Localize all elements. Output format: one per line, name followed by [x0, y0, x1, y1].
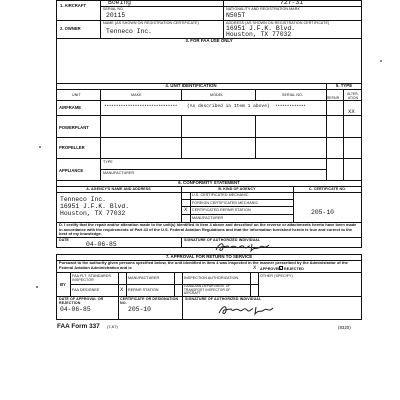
inspection-authorization: INSPECTION AUTHORIZATION: [184, 276, 239, 280]
faa-designee: FAA DESIGNEE: [72, 288, 100, 292]
owner-divider-2: [223, 20, 224, 39]
row-line-airframe: [56, 115, 362, 116]
unit-col-divider-5: [343, 89, 344, 181]
kind-repair-station: CERTIFICATED REPAIR STATION: [192, 208, 251, 212]
approval-statement: Pursuant to the authority given persons specified below, the unit identified in item 4 was inspected in the manner prescribed by the Administrator of the Federal Aviation Administration and is: [59, 260, 348, 270]
unit-header-top-line: [56, 89, 362, 90]
airframe-description-text: (As described in Item 1 above): [187, 104, 270, 109]
conformity-certificate-no: 205-10: [311, 209, 335, 216]
owner-address-label: ADDRESS (AS SHOWN ON REGISTRATION CERTIFICATE): [226, 21, 330, 25]
conformity-divider-2: [293, 186, 294, 222]
row-line-powerplant: [56, 137, 362, 138]
aircraft-label: 1. AIRCRAFT: [60, 3, 86, 8]
conformity-date-divider: [181, 237, 182, 248]
approval-date-label: DATE OF APPROVAL OR REJECTION: [59, 297, 104, 305]
make-value: Boeing: [108, 0, 132, 6]
scan-speck: [380, 60, 382, 62]
type-title: 5. TYPE: [335, 83, 353, 88]
form-number: FAA Form 337: [57, 323, 100, 330]
approved-label: APPROVED: [260, 267, 281, 271]
approval-manufacturer: MANUFACTURER: [128, 276, 160, 280]
aircraft-section: [56, 0, 362, 21]
conformity-statement: D. I certify that the repair and/or alteration made to the unit(s) identified in item 4 above and described on the reverse or attachments hereto have been made in accordance with the requirements of Part 43 of the U.S. Federal Aviation Regulations and that the information furnished herein is true and correct to the best of my knowledge.: [59, 222, 357, 237]
conformity-date-value: 04-06-85: [86, 241, 117, 248]
aircraft-divider-2: [223, 0, 224, 21]
propeller-label: PROPELLER: [59, 145, 85, 150]
nationality-value: N505T: [226, 12, 246, 19]
kind-line-3: [181, 214, 293, 215]
unit-identification-section: [56, 83, 362, 181]
col-unit-header: UNIT: [72, 93, 81, 97]
approval-by-line: [56, 272, 362, 273]
faa-use-only-title: 3. FOR FAA USE ONLY: [185, 38, 233, 43]
conformity-signature: [214, 240, 274, 254]
certificate-no-header: C. CERTIFICATE NO.: [308, 187, 347, 191]
kind-manufacturer: MANUFACTURER: [192, 216, 224, 220]
aircraft-divider-1: [100, 0, 101, 21]
owner-label: 2. OWNER: [60, 26, 81, 31]
col-model-header: MODEL: [210, 93, 224, 97]
scan-speck: [39, 146, 41, 148]
canadian-dept-inspector: CANADIAN DEPARTMENT OF TRANSPORT INSPECTOR OF AIRCRAFT: [184, 284, 231, 296]
col-alteration-header: ALTER-ATION: [347, 92, 359, 100]
faa-use-only-section: [56, 38, 362, 84]
approval-by-label: BY: [60, 282, 66, 287]
faa-flt-standards: FAA FLT. STANDARDS INSPECTOR: [72, 274, 112, 282]
nationality-label: NATIONALITY AND REGISTRATION MARK: [226, 7, 300, 11]
approval-date-value: 04-06-85: [60, 306, 91, 313]
owner-address-line1: 16951 J.F.K. Blvd.: [226, 25, 296, 32]
approval-title: 7. APPROVAL FOR RETURN TO SERVICE: [165, 254, 253, 259]
agency-line3: Houston, TX 77032: [60, 210, 126, 217]
owner-address-line2: Houston, TX 77032: [226, 31, 292, 38]
form-revision: (7-67): [107, 324, 118, 329]
serial-no-label: SERIAL NO.: [103, 7, 125, 11]
appliance-mid-line: [100, 169, 326, 170]
approval-cert-label: CERTIFICATE OR DESIGNATION NO.: [120, 297, 179, 305]
approval-signature-label: SIGNATURE OF AUTHORIZED INDIVIDUAL: [185, 297, 262, 301]
approval-date-divider-1: [118, 296, 119, 320]
agency-name-header: A. AGENCY'S NAME AND ADDRESS: [86, 187, 151, 191]
unit-col-divider-1: [100, 89, 101, 158]
conformity-signature-label: SIGNATURE OF AUTHORIZED INDIVIDUAL: [184, 238, 261, 242]
kind-foreign-mechanic: FOREIGN CERTIFICATED MECHANIC: [192, 201, 259, 205]
owner-name-value: Tenneco Inc.: [106, 28, 153, 35]
form-code: (8320): [338, 325, 351, 330]
approval-divider-6: [258, 272, 259, 296]
approval-cert-value: 205-10: [128, 306, 152, 313]
owner-name-label: NAME (AS SHOWN ON REGISTRATION CERTIFICATE): [103, 21, 199, 25]
appliance-type-label: TYPE: [103, 160, 113, 164]
rejected-checkbox: [279, 266, 283, 270]
approved-mark: X: [253, 264, 257, 271]
kind-repair-station-check: X: [184, 206, 188, 213]
airframe-star-fill-left: *******************************: [104, 105, 178, 110]
approval-signature: [216, 302, 278, 318]
approval-date-divider-2: [182, 296, 183, 320]
row-line-propeller: [56, 158, 362, 159]
conformity-title: 6. CONFORMITY STATEMENT: [178, 180, 240, 185]
rejected-label: REJECTED: [284, 267, 304, 271]
other-specify: OTHER (SPECIFY): [260, 274, 293, 278]
faa-form-337-page: [56, 0, 362, 400]
col-serial-header: SERIAL NO.: [282, 93, 304, 97]
airframe-label: AIRFRAME: [59, 105, 82, 110]
appliance-manufacturer-label: MANUFACTURER: [103, 171, 135, 175]
unit-identification-title: 4. UNIT IDENTIFICATION: [165, 83, 217, 88]
powerplant-label: POWERPLANT: [59, 125, 89, 130]
unit-col-divider-3: [255, 89, 256, 158]
kind-us-mechanic: U.S. CERTIFICATED MECHANIC: [192, 193, 249, 197]
kind-checkbox-column: [190, 192, 191, 222]
agency-line1: Tenneco Inc.: [60, 196, 107, 203]
col-make-header: MAKE: [131, 93, 142, 97]
conformity-date-label: DATE: [59, 238, 69, 242]
owner-divider-1: [100, 20, 101, 39]
scan-speck: [36, 286, 38, 288]
repair-station-check: X: [120, 286, 124, 293]
approval-repair-station: REPAIR STATION: [128, 288, 159, 292]
agency-line2: 16951 J.F.K. Blvd.: [60, 203, 130, 210]
conformity-divider-1: [181, 186, 182, 222]
appliance-label: APPLIANCE: [59, 168, 84, 173]
kind-of-agency-header: B. KIND OF AGENCY: [218, 187, 256, 191]
kind-line-1: [181, 199, 293, 200]
col-repair-header: REPAIR: [327, 96, 340, 100]
airframe-alteration-mark: XX: [348, 108, 355, 115]
kind-line-2: [181, 206, 293, 207]
airframe-star-fill-right: *************: [275, 105, 306, 110]
unit-col-divider-2: [181, 89, 182, 158]
serial-no-value: 20115: [106, 12, 126, 19]
model-value: 727-31: [280, 0, 304, 6]
